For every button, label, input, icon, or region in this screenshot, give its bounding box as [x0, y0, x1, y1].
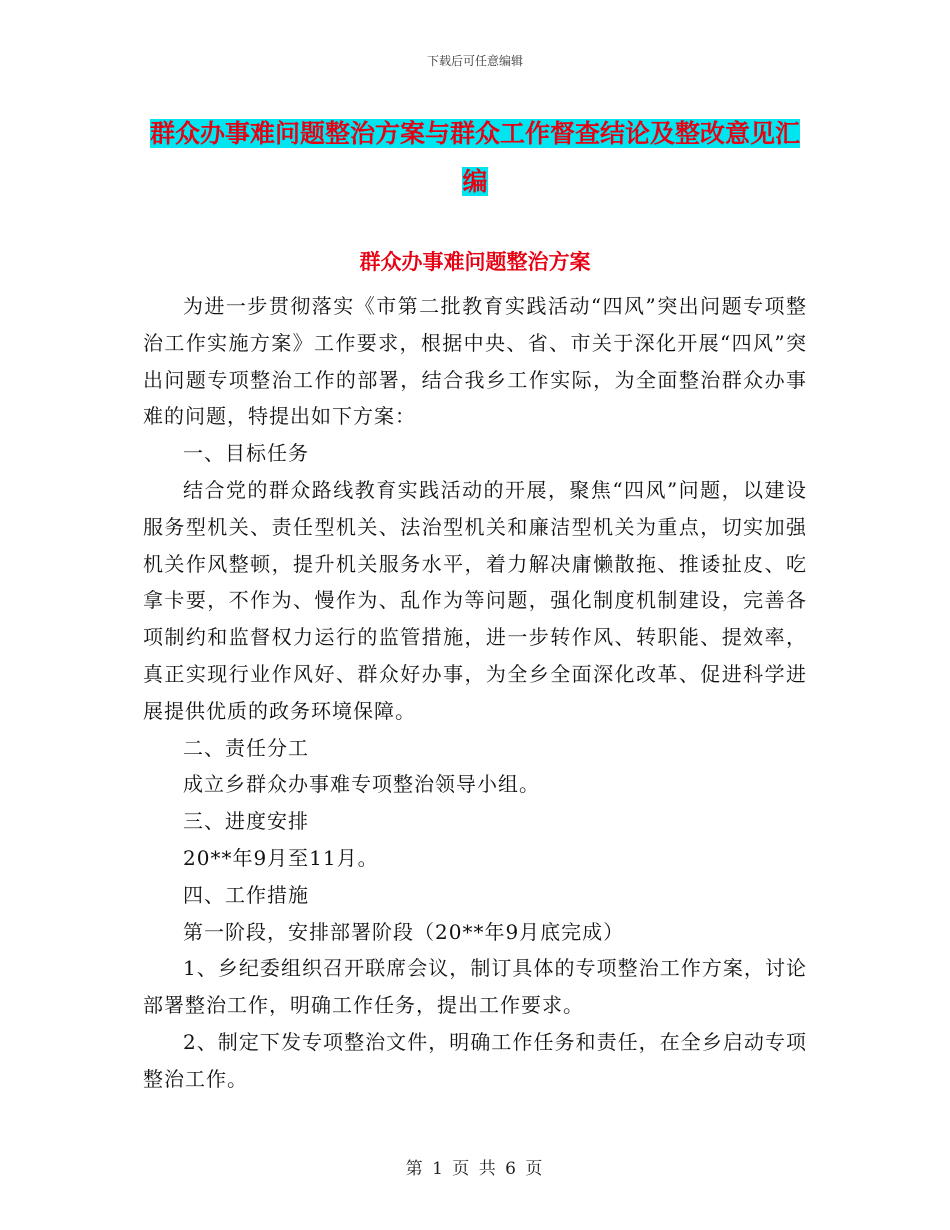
paragraph-schedule: 20**年9月至11月。: [183, 845, 379, 870]
heading-responsibility: 二、责任分工: [183, 735, 309, 760]
paragraph-responsibility: 成立乡群众办事难专项整治领导小组。: [183, 772, 540, 797]
heading-measures: 四、工作措施: [183, 882, 309, 907]
paragraph-stage-one: 第一阶段，安排部署阶段（20**年9月底完成）: [183, 919, 625, 944]
document-title-text: 群众办事难问题整治方案与群众工作督查结论及整改意见汇编: [149, 119, 800, 196]
document-body: [143, 288, 807, 1098]
heading-schedule: 三、进度安排: [183, 809, 309, 834]
page-footer: 第 1 页 共 6 页: [405, 1159, 545, 1179]
page-header: 下载后可任意编辑: [426, 54, 523, 68]
paragraph-goals: 结合党的群众路线教育实践活动的开展，聚焦“四风”问题，以建设服务型机关、责任型机关、法治型机关和廉洁型机关为重点，切实加强机关作风整顿，提升机关服务水平，着力解决庸懒散拖、推诿扯皮、吃拿卡要，不作为、慢作为、乱作为等问题，强化制度机制建设，完善各项制约和监督权力运行的监管措施，进一步转作风、转职能、提效率，真正实现行业作风好、群众好办事，为全乡全面深化改革、促进科学进展提供优质的政务环境保障。: [143, 477, 807, 723]
document-title: [143, 110, 807, 206]
paragraph-item-1: 1、乡纪委组织召开联席会议，制订具体的专项整治工作方案，讨论部署整治工作，明确工作任务，提出工作要求。: [143, 956, 807, 1018]
paragraph-intro: 为进一步贯彻落实《市第二批教育实践活动“四风”突出问题专项整治工作实施方案》工作要求，根据中央、省、市关于深化开展“四风”突出问题专项整治工作的部署，结合我乡工作实际，为全面整治群众办事难的问题，特提出如下方案：: [143, 294, 807, 429]
section-title: 群众办事难问题整治方案: [359, 249, 591, 274]
heading-goals: 一、目标任务: [183, 441, 309, 466]
paragraph-item-2: 2、制定下发专项整治文件，明确工作任务和责任，在全乡启动专项整治工作。: [143, 1029, 807, 1091]
